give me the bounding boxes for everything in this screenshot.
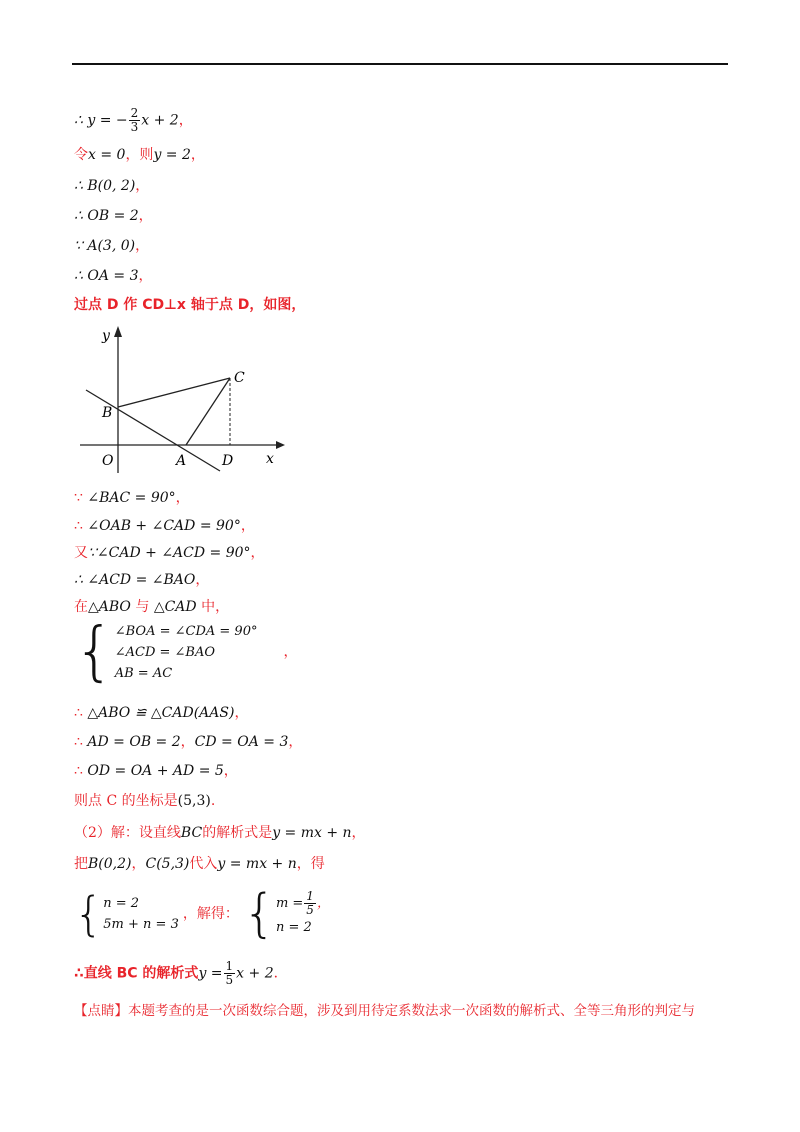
system-line: ∠BOA = ∠CDA = 90°: [114, 623, 258, 639]
therefore-sign: ∴: [74, 734, 83, 750]
punct: ，: [250, 545, 265, 561]
math: OD = OA + AD = 5: [82, 763, 224, 779]
line-point-b: [74, 177, 149, 195]
solve-system: [74, 884, 330, 944]
punct: ，: [178, 112, 193, 129]
math: ∵∠CAD + ∠ACD = 90°: [88, 545, 251, 561]
system-line: AB = AC: [114, 665, 173, 681]
punct: ．: [273, 965, 288, 982]
punct: ，: [195, 572, 210, 588]
punct: ，: [175, 490, 190, 506]
line-ad-cd: [74, 733, 302, 751]
frac-num: 2: [130, 106, 139, 120]
text-let: 令: [74, 147, 88, 163]
line-bac: [74, 489, 190, 507]
punct: ，: [135, 238, 150, 254]
math-oa: ∴ OA = 3: [74, 268, 139, 284]
line-let-x: [74, 146, 205, 164]
math: y = mx + n: [272, 825, 352, 841]
math: y =: [198, 965, 223, 982]
system-line: ∠ACD = ∠BAO: [114, 644, 216, 660]
line-oab-cad: [74, 517, 255, 535]
label-d: D: [222, 453, 234, 469]
punct: ，: [135, 178, 150, 194]
math-ob: ∴ OB = 2: [74, 208, 139, 224]
geometry-figure: [80, 318, 290, 473]
math: △CAD: [153, 599, 197, 615]
punct: .: [210, 793, 216, 809]
frac-den: 3: [130, 120, 139, 134]
math: AD = OB = 2: [82, 734, 181, 750]
text: ，得: [296, 856, 325, 872]
punct: ，: [234, 705, 249, 721]
line-part2: [74, 824, 366, 842]
label-a: A: [176, 453, 187, 469]
line-substitute: [74, 855, 325, 873]
text: 把: [74, 856, 88, 872]
line-od: [74, 762, 238, 780]
label-o: O: [102, 453, 114, 469]
math-b: ∴ B(0, 2): [74, 178, 136, 194]
text-and: 与: [130, 599, 154, 615]
frac-num: 1: [306, 889, 314, 903]
punct: ，: [283, 644, 298, 660]
frac-num: 1: [225, 959, 234, 973]
math-y2: y = 2: [153, 147, 191, 163]
left-brace: {: [242, 884, 276, 944]
left-brace: {: [74, 615, 115, 689]
solution-lines: [276, 890, 330, 938]
math: (5,3): [177, 793, 211, 809]
text-also: 又: [74, 545, 88, 561]
punct: ，: [180, 734, 195, 750]
system-lines: [115, 621, 258, 684]
line-ob: [74, 207, 153, 225]
left-brace: {: [74, 887, 104, 941]
frac-den: 5: [306, 903, 314, 917]
math: x + 2: [236, 965, 274, 982]
punct: ，: [223, 763, 238, 779]
text: 则点 C 的坐标是: [74, 793, 178, 809]
line-point-a: [74, 237, 149, 255]
fraction: [129, 107, 141, 134]
therefore-sign: ∴: [74, 518, 83, 534]
line-draw-cd: 过点 D 作 CD⊥x 轴于点 D，如图，: [74, 297, 306, 313]
text-solve: ，解得：: [182, 906, 239, 922]
label-c: C: [234, 370, 245, 386]
line-cad-acd: [74, 544, 265, 562]
label-y: y: [102, 328, 110, 344]
text-in: 在: [74, 599, 88, 615]
math: y = mx + n: [217, 856, 297, 872]
fraction: [304, 890, 316, 917]
eq-lhs: ∴ y = −: [74, 112, 128, 129]
math: BC: [180, 825, 203, 841]
label-x: x: [266, 451, 274, 467]
punct: ，: [288, 734, 303, 750]
punct: ，: [316, 896, 330, 911]
label-b: B: [102, 405, 113, 421]
line-acd-bao: [74, 571, 209, 589]
line-in-triangles: [74, 598, 229, 616]
punct: ，: [240, 518, 255, 534]
text: ∴直线 BC 的解析式: [74, 965, 199, 982]
system-line: 5m + n = 3: [103, 917, 179, 932]
text-then: ，则: [125, 147, 154, 163]
text: （2）解：设直线: [74, 825, 181, 841]
math: B(0,2): [88, 856, 132, 872]
punct: ，: [138, 268, 153, 284]
text: 代入: [189, 856, 218, 872]
math: C(5,3): [145, 856, 190, 872]
math: △ABO ≌ △CAD(AAS): [82, 705, 235, 721]
math: △ABO: [88, 599, 131, 615]
fraction: [224, 960, 236, 987]
line-y-equation: [74, 107, 193, 134]
because-sign: ∵: [74, 490, 83, 506]
punct: ，: [190, 147, 205, 163]
system-lines: [103, 893, 179, 935]
punct: ，: [138, 208, 153, 224]
eq-rhs: x + 2: [141, 112, 179, 129]
math: ∠BAC = 90°: [82, 490, 176, 506]
line-congruent: [74, 704, 248, 722]
math: CD = OA = 3: [194, 734, 289, 750]
comment-line: 【点睛】本题考查的是一次函数综合题，涉及到用待定系数法求一次函数的解析式、全等三角形的判定与: [74, 1003, 695, 1019]
frac-den: 5: [225, 973, 234, 987]
therefore-sign: ∴: [74, 705, 83, 721]
therefore-sign: ∴: [74, 763, 83, 779]
text-middle: 中，: [196, 599, 230, 615]
system-line: n = 2: [103, 896, 140, 911]
line-oa: [74, 267, 152, 285]
y-axis-arrow-icon: [114, 326, 122, 337]
text: 的解析式是: [202, 825, 273, 841]
line-point-c: [74, 792, 215, 810]
system-line: n = 2: [275, 920, 312, 935]
math: ∠OAB + ∠CAD = 90°: [82, 518, 241, 534]
math: m =: [275, 896, 304, 911]
math: ∴ ∠ACD = ∠BAO: [74, 572, 196, 588]
header-rule: [72, 63, 728, 65]
math-x0: x = 0: [88, 147, 126, 163]
punct: ，: [351, 825, 366, 841]
math-a: ∵ A(3, 0): [74, 238, 136, 254]
x-axis-arrow-icon: [276, 441, 285, 449]
line-bc-result: [74, 960, 288, 987]
punct: ，: [131, 856, 146, 872]
congruence-system: [74, 615, 298, 689]
